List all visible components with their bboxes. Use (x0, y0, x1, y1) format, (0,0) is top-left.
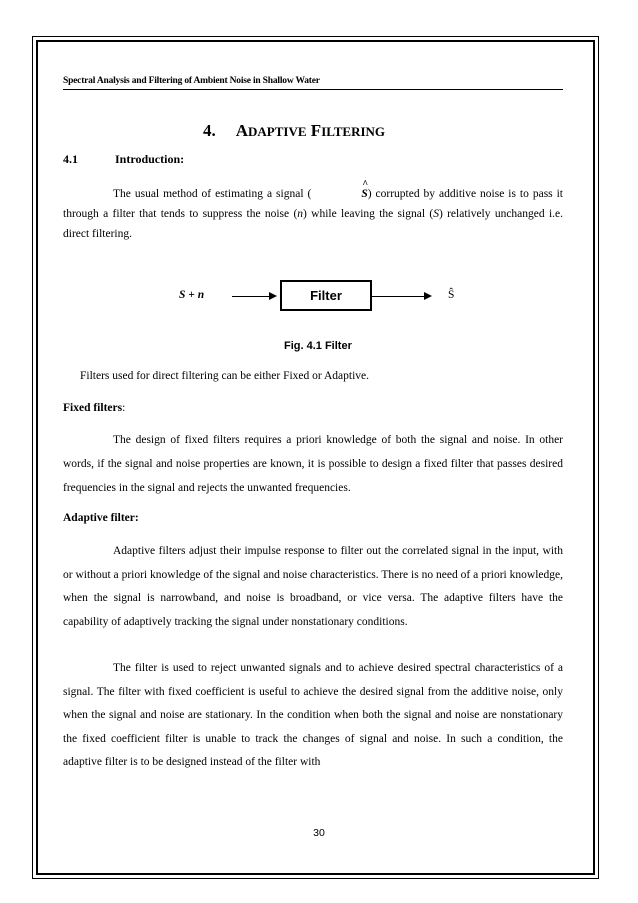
title-cap-a: A (235, 121, 249, 140)
intro-part3: ) while leaving the signal ( (303, 208, 434, 220)
diagram-input-arrow-line (232, 296, 272, 297)
fixed-filters-paragraph (63, 428, 563, 500)
section-title: Introduction: (115, 152, 185, 166)
direct-filtering-sentence: Filters used for direct filtering can be either Fixed or Adaptive. (80, 370, 370, 382)
intro-part1: The usual method of estimating a signal ( (113, 188, 312, 200)
fixed-filters-text: The design of fixed filters requires a priori knowledge of both the signal and noise. In other words, if the signal and noise properties are known, it is possible to design a fixed filter that passes desired frequencies in the signal and rejects the unwanted frequencies. (63, 434, 563, 494)
signal-symbol: S (433, 208, 439, 220)
filter-block: Filter (280, 280, 372, 311)
chapter-title (203, 121, 385, 141)
diagram-output-arrowhead (424, 292, 432, 300)
adaptive-filter-heading: Adaptive filter: (63, 512, 139, 524)
diagram-input-arrowhead (269, 292, 277, 300)
fixed-heading-colon: : (122, 402, 126, 414)
adaptive-paragraph-2 (63, 657, 563, 775)
diagram-output-arrow-line (372, 296, 427, 297)
running-header: Spectral Analysis and Filtering of Ambient Noise in Shallow Water (63, 76, 320, 86)
diagram-input-label: S + n (179, 289, 205, 301)
chapter-number: 4. (203, 121, 216, 140)
intro-part2: ) corrupted by additive noise is to pass it through a filter that tends to suppress the noise ( (63, 188, 563, 220)
estimated-signal-symbol: ^ S (311, 184, 367, 204)
figure-caption: Fig. 4.1 Filter (284, 340, 352, 352)
intro-part4: ) relatively unchanged i.e. direct filtering. (63, 208, 563, 240)
section-heading (63, 152, 185, 167)
section-number: 4.1 (63, 152, 78, 166)
page-number: 30 (313, 827, 325, 839)
diagram-output-label: Ŝ (448, 289, 455, 301)
intro-paragraph (63, 184, 563, 244)
fixed-filters-heading (63, 402, 125, 414)
header-rule (63, 89, 563, 90)
adaptive-text-2: The filter is used to reject unwanted signals and to achieve desired spectral characteristics of a signal. The filter with fixed coefficient is useful to achieve the desired signal from the additive noise, only when the signal and noise are stationary. In the condition when both the signal and noise are nonstationary the fixed coefficient filter is unable to track the changes of signal and noise. In such a condition, the adaptive filter is to be designed instead of the filter with (63, 662, 563, 768)
adaptive-text-1: Adaptive filters adjust their impulse response to filter out the correlated signal in the input, with or without a priori knowledge of the signal and noise characteristics. There is no need of a priori knowledge, when the signal is narrowband, and noise is broadband, or vice versa. The adaptive filters have the capability of adaptively tracking the signal under nonstationary conditions. (63, 545, 563, 628)
title-cap-f: F (310, 121, 322, 140)
title-rest-a: DAPTIVE (248, 124, 307, 139)
fixed-heading-text: Fixed filters (63, 402, 123, 414)
title-rest-f: ILTERING (321, 124, 386, 139)
adaptive-paragraph-1 (63, 540, 563, 634)
noise-symbol: n (297, 208, 304, 220)
